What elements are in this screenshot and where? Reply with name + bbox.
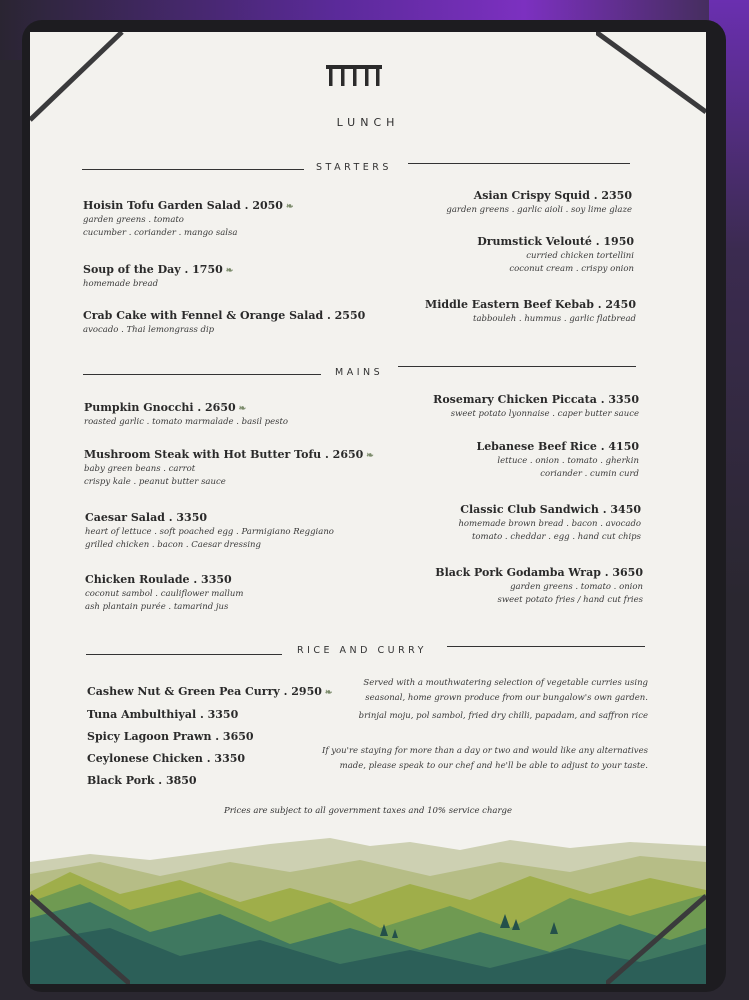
- item-desc: tabbouleh . hummus . garlic flatbread: [473, 314, 636, 324]
- menu-item: [458, 503, 641, 542]
- menu-item: [85, 573, 243, 612]
- leaf-icon: ❧: [238, 404, 247, 414]
- section-rule: [86, 654, 282, 655]
- note-line: Served with a mouthwatering selection of vegetable curries using: [363, 678, 648, 688]
- item-title: Classic Club Sandwich . 3450: [460, 503, 641, 516]
- corner-strap: [606, 884, 706, 984]
- item-desc: curried chicken tortellini: [526, 251, 634, 261]
- item-desc: cucumber . coriander . mango salsa: [83, 228, 238, 238]
- menu-item: [425, 298, 636, 324]
- menu-item: [433, 393, 639, 419]
- menu-item: [83, 199, 293, 238]
- item-desc: homemade bread: [83, 279, 159, 289]
- item-desc: coriander . cumin curd: [540, 469, 639, 479]
- note-line: If you're staying for more than a day or two and would like any alternatives: [322, 746, 648, 756]
- item-desc: lettuce . onion . tomato . gherkin: [497, 456, 639, 466]
- item-title: Hoisin Tofu Garden Salad . 2050: [83, 199, 283, 212]
- curry-note-sides: brinjal moju, pol sambol, fried dry chilli, papadam, and saffron rice: [358, 711, 648, 721]
- item-desc: ash plantain purée . tamarind jus: [85, 602, 229, 612]
- item-desc: avocado . Thai lemongrass dip: [83, 325, 215, 335]
- item-desc: garden greens . garlic aioli . soy lime glaze: [446, 205, 632, 215]
- note-line: seasonal, home grown produce from our bungalow's own garden.: [365, 693, 648, 703]
- leaf-icon: ❧: [225, 266, 234, 276]
- item-title: Soup of the Day . 1750: [83, 263, 223, 276]
- item-title: Cashew Nut & Green Pea Curry . 2950: [87, 685, 322, 698]
- item-title: Asian Crispy Squid . 2350: [473, 189, 632, 202]
- item-title: Black Pork Godamba Wrap . 3650: [435, 566, 643, 579]
- curry-list: [87, 681, 332, 792]
- item-desc: baby green beans . carrot: [84, 464, 196, 474]
- curry-note-served: [363, 676, 648, 706]
- item-desc: coconut cream . crispy onion: [509, 264, 634, 274]
- menu-item: [476, 440, 639, 479]
- curry-note-alternatives: [322, 744, 648, 774]
- item-title: Drumstick Velouté . 1950: [477, 235, 634, 248]
- section-rule: [398, 366, 636, 367]
- menu-page: [30, 32, 706, 984]
- corner-strap: [596, 32, 706, 132]
- item-desc: crispy kale . peanut butter sauce: [84, 477, 226, 487]
- item-title: Chicken Roulade . 3350: [85, 573, 232, 586]
- item-desc: tomato . cheddar . egg . hand cut chips: [472, 532, 641, 542]
- menu-item: [84, 401, 288, 427]
- item-desc: homemade brown bread . bacon . avocado: [458, 519, 641, 529]
- note-line: made, please speak to our chef and he'll be able to adjust to your taste.: [339, 761, 648, 771]
- menu-item: [477, 235, 634, 274]
- corner-strap: [30, 32, 130, 132]
- section-rule: [83, 374, 321, 375]
- section-rule: [408, 163, 630, 164]
- item-title: Caesar Salad . 3350: [85, 511, 207, 524]
- item-desc: roasted garlic . tomato marmalade . basil pesto: [84, 417, 289, 427]
- mountains-illustration: [30, 832, 706, 984]
- leaf-icon: ❧: [285, 202, 294, 212]
- menu-item: [85, 511, 334, 550]
- item-desc: sweet potato fries / hand cut fries: [497, 595, 643, 605]
- item-title: Tuna Ambulthiyal . 3350: [87, 708, 239, 721]
- menu-heading: LUNCH: [336, 116, 400, 129]
- section-rule: [447, 646, 645, 647]
- item-desc: grilled chicken . bacon . Caesar dressing: [85, 540, 261, 550]
- leaf-icon: ❧: [324, 688, 333, 698]
- item-desc: garden greens . tomato: [83, 215, 184, 225]
- item-desc: sweet potato lyonnaise . caper butter sauce: [450, 409, 639, 419]
- item-title: Crab Cake with Fennel & Orange Salad . 2550: [83, 309, 366, 322]
- section-title-mains: MAINS: [335, 367, 384, 378]
- item-title: Black Pork . 3850: [87, 774, 197, 787]
- menu-item: [84, 448, 374, 487]
- item-desc: coconut sambol . cauliflower mallum: [85, 589, 244, 599]
- menu-item: [446, 189, 632, 215]
- section-title-starters: STARTERS: [316, 162, 392, 173]
- price-footnote: Prices are subject to all government taxes and 10% service charge: [223, 806, 513, 816]
- item-title: Lebanese Beef Rice . 4150: [476, 440, 639, 453]
- menu-item: [83, 309, 365, 335]
- section-title-rice-curry: RICE AND CURRY: [297, 645, 427, 656]
- logo-icon: [326, 64, 382, 88]
- menu-item: [83, 263, 233, 289]
- menu-item: [435, 566, 643, 605]
- item-title: Spicy Lagoon Prawn . 3650: [87, 730, 254, 743]
- item-desc: heart of lettuce . soft poached egg . Parmigiano Reggiano: [85, 527, 334, 537]
- item-title: Ceylonese Chicken . 3350: [87, 752, 246, 765]
- item-desc: garden greens . tomato . onion: [510, 582, 643, 592]
- section-rule: [82, 169, 304, 170]
- leaf-icon: ❧: [366, 451, 374, 461]
- item-title: Rosemary Chicken Piccata . 3350: [433, 393, 639, 406]
- item-title: Mushroom Steak with Hot Butter Tofu . 2650: [84, 448, 364, 461]
- item-title: Pumpkin Gnocchi . 2650: [84, 401, 236, 414]
- corner-strap: [30, 884, 130, 984]
- item-title: Middle Eastern Beef Kebab . 2450: [425, 298, 636, 311]
